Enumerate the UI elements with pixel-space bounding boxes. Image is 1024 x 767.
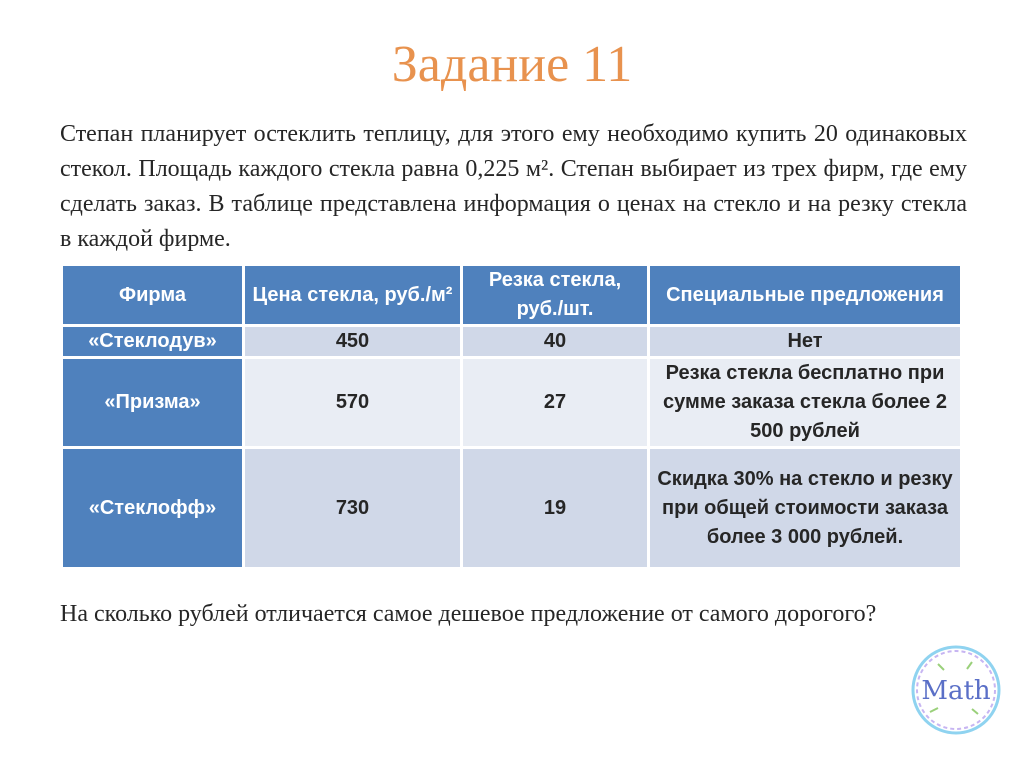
firm-name: «Призма»	[62, 358, 244, 448]
special-offer: Скидка 30% на стекло и резку при общей стоимости заказа более 3 000 рублей.	[649, 448, 962, 569]
table-header-row	[62, 265, 962, 326]
firm-name: «Стеклофф»	[62, 448, 244, 569]
firm-name: «Стеклодув»	[62, 326, 244, 358]
header-cut: Резка стекла, руб./шт.	[462, 265, 649, 326]
logo-text: Math	[921, 676, 991, 706]
glass-price: 570	[244, 358, 462, 448]
glass-price: 450	[244, 326, 462, 358]
header-firm: Фирма	[62, 265, 244, 326]
page-title: Задание 11	[391, 36, 633, 93]
glass-price: 730	[244, 448, 462, 569]
special-offer: Резка стекла бесплатно при сумме заказа стекла более 2 500 рублей	[649, 358, 962, 448]
table-row	[62, 358, 962, 448]
problem-text: Степан планирует остеклить теплицу, для этого ему необходимо купить 20 одинаковых стекол. Площадь каждого стекла равна 0,225 м². Степан выбирает из трех фирм, где ему сделать заказ. В таблице представлена информация о ценах на стекло и на резку стекла в каждой фирме.	[60, 121, 967, 252]
cut-price: 27	[462, 358, 649, 448]
cut-price: 19	[462, 448, 649, 569]
price-table	[60, 263, 963, 570]
question-text: На сколько рублей отличается самое дешевое предложение от самого дорогого?	[60, 601, 877, 627]
table-row	[62, 326, 962, 358]
cut-price: 40	[462, 326, 649, 358]
table-row	[62, 448, 962, 569]
header-offer: Специальные предложения	[649, 265, 962, 326]
math-logo-icon	[908, 642, 1004, 738]
header-price: Цена стекла, руб./м²	[244, 265, 462, 326]
special-offer: Нет	[649, 326, 962, 358]
